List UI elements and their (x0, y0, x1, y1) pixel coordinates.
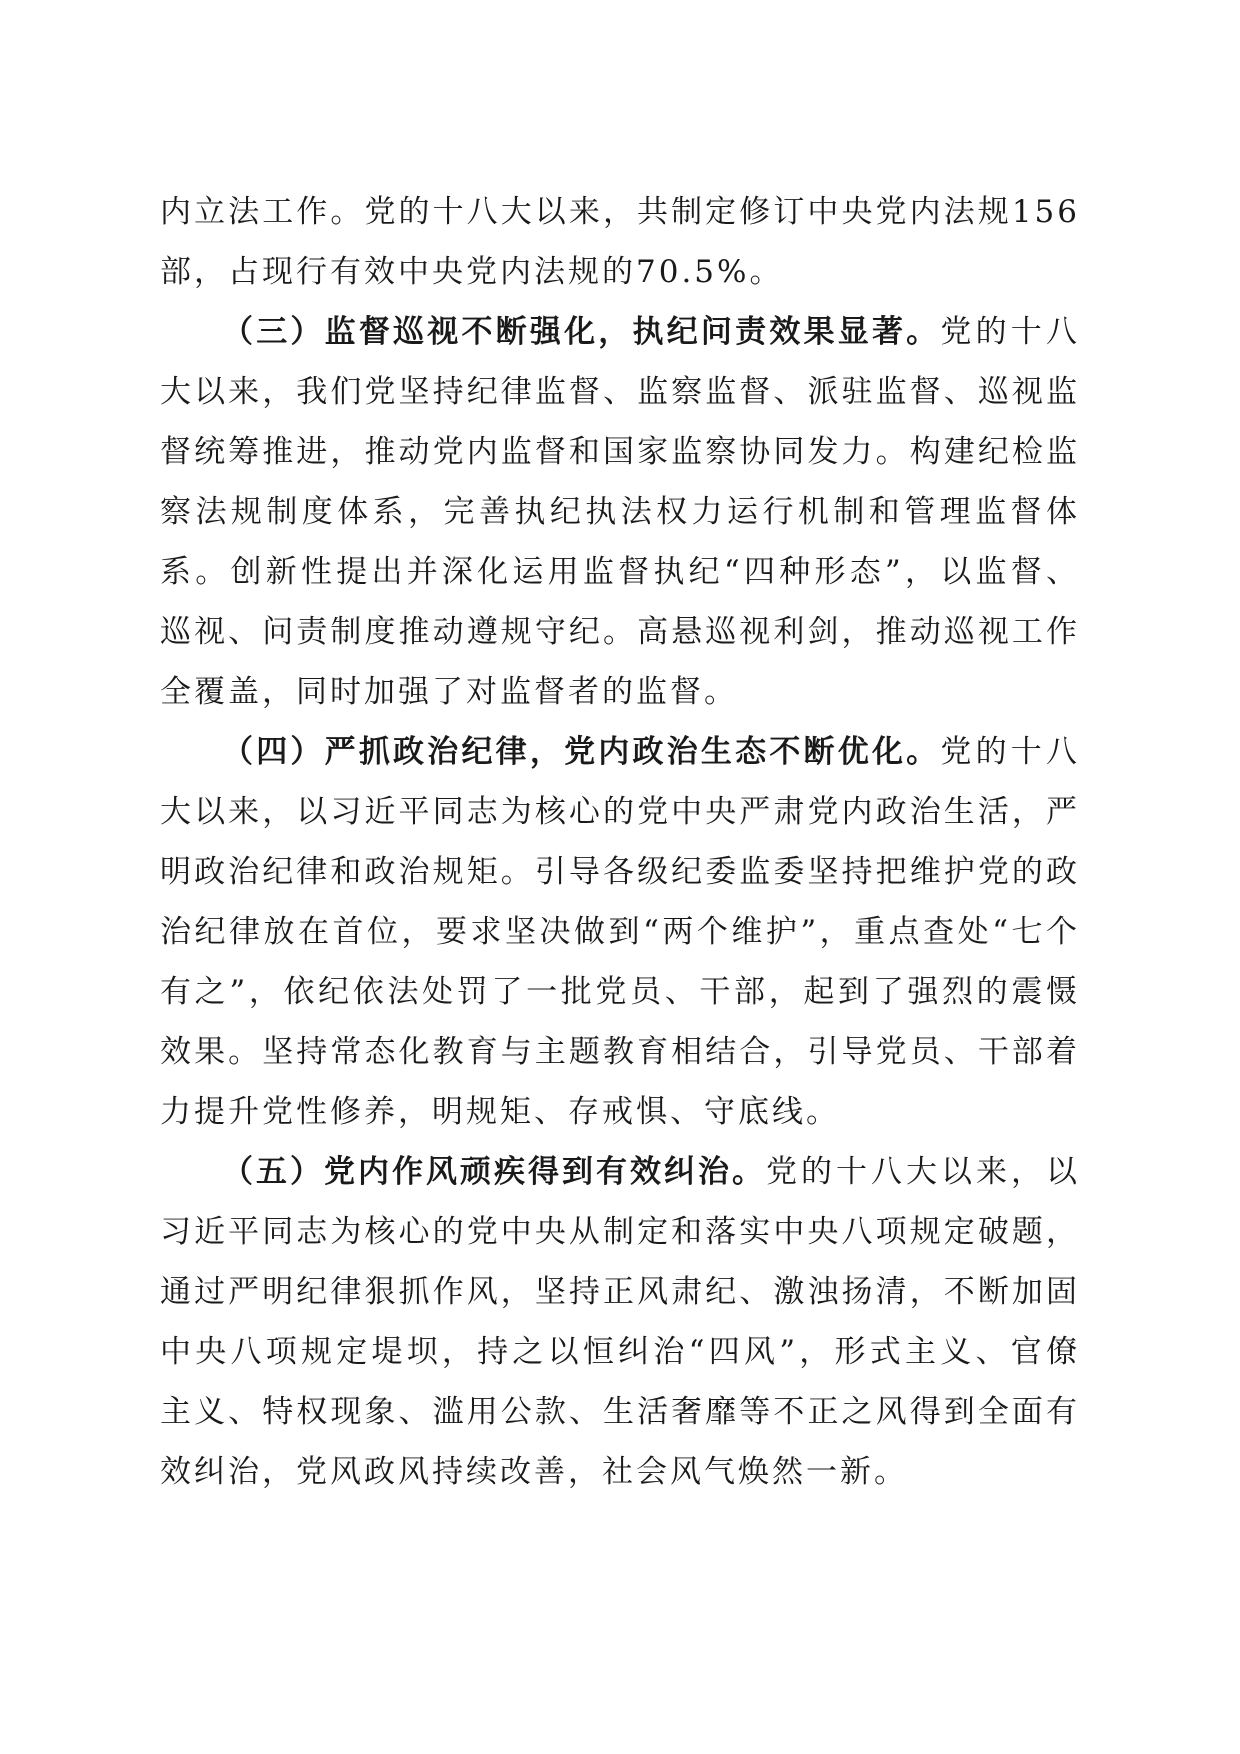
paragraph-text: 党的十八大以来，以习近平同志为核心的党中央从制定和落实中央八项规定破题，通过严明纪律狠抓作风，坚持正风肃纪、激浊扬清，不断加固中央八项规定堤坝，持之以恒纠治“四风”，形式主义、官僚主义、特权现象、滥用公款、生活奢靡等不正之风得到全面有效纠治，党风政风持续改善，社会风气焕然一新。 (160, 1154, 1080, 1490)
paragraph-supervision (160, 302, 1080, 722)
paragraph-heading: （四）严抓政治纪律，党内政治生态不断优化。 (222, 734, 941, 770)
paragraph-heading: （三）监督巡视不断强化，执纪问责效果显著。 (222, 314, 941, 350)
paragraph-text: 党的十八大以来，我们党坚持纪律监督、监察监督、派驻监督、巡视监督统筹推进，推动党内监督和国家监察协同发力。构建纪检监察法规制度体系，完善执纪执法权力运行机制和管理监督体系。创新性提出并深化运用监督执纪“四种形态”，以监督、巡视、问责制度推动遵规守纪。高悬巡视利剑，推动巡视工作全覆盖，同时加强了对监督者的监督。 (160, 314, 1080, 710)
paragraph-text: 党的十八大以来，以习近平同志为核心的党中央严肃党内政治生活，严明政治纪律和政治规矩。引导各级纪委监委坚持把维护党的政治纪律放在首位，要求坚决做到“两个维护”，重点查处“七个有之”，依纪依法处罚了一批党员、干部，起到了强烈的震慑效果。坚持常态化教育与主题教育相结合，引导党员、干部着力提升党性修养，明规矩、存戒惧、守底线。 (160, 734, 1080, 1130)
document-page (160, 182, 1080, 1502)
paragraph-heading: （五）党内作风顽疾得到有效纠治。 (222, 1154, 766, 1190)
paragraph-work-style (160, 1142, 1080, 1502)
paragraph-political-discipline (160, 722, 1080, 1142)
paragraph-text: 内立法工作。党的十八大以来，共制定修订中央党内法规156部，占现行有效中央党内法规的70.5%。 (160, 194, 1080, 290)
paragraph-continued (160, 182, 1080, 302)
